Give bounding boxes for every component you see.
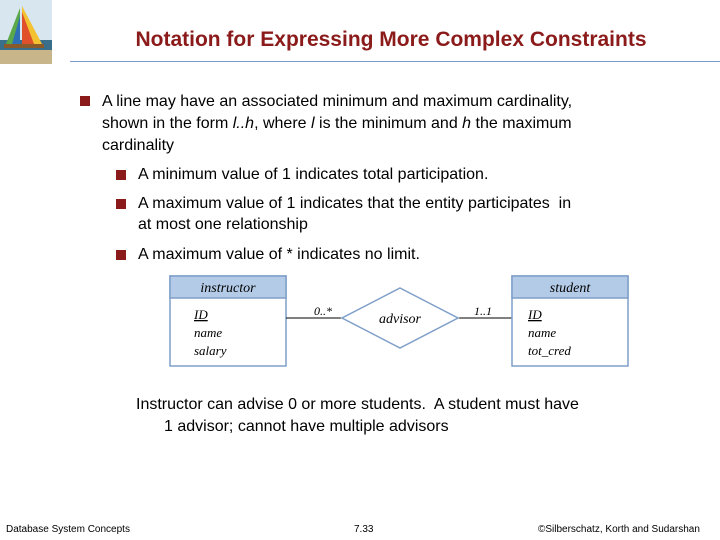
footer-center: 7.33 bbox=[354, 524, 374, 535]
footer-right: ©Silberschatz, Korth and Sudarshan bbox=[538, 524, 700, 535]
bullet-1-line-1: A line may have an associated minimum and maximum cardinality, bbox=[102, 93, 573, 110]
student-attr-id: ID bbox=[528, 307, 542, 322]
sub-bullet-marker bbox=[116, 250, 126, 260]
caption-line-1: Instructor can advise 0 or more students. A student must have bbox=[136, 396, 579, 413]
bullet-1-text-d: the maximum bbox=[471, 115, 572, 132]
bullet-marker bbox=[80, 96, 90, 106]
sub-bullet-3: A maximum value of * indicates no limit. bbox=[138, 246, 420, 263]
left-cardinality: 0..* bbox=[314, 304, 332, 318]
sub-bullet-marker bbox=[116, 199, 126, 209]
sub-bullet-2-line-2: at most one relationship bbox=[138, 216, 308, 233]
bullet-1-text-b: , where bbox=[254, 115, 311, 132]
title-divider bbox=[70, 61, 720, 62]
sub-bullet-1: A minimum value of 1 indicates total participation. bbox=[138, 166, 489, 183]
bullet-1-text-lh: l..h bbox=[232, 115, 255, 132]
instructor-attr-name: name bbox=[194, 325, 223, 340]
sub-bullet-marker bbox=[116, 170, 126, 180]
bullet-1-text-a: shown in the form bbox=[102, 115, 233, 132]
caption-line-2: 1 advisor; cannot have multiple advisors bbox=[164, 418, 449, 435]
student-attr-name: name bbox=[528, 325, 557, 340]
instructor-entity bbox=[170, 276, 286, 366]
sub-bullet-2-line-1: A maximum value of 1 indicates that the entity participates in bbox=[138, 195, 572, 212]
instructor-entity-name: instructor bbox=[200, 281, 256, 296]
bullet-1-text-l: l bbox=[311, 115, 315, 132]
bullet-1-text-c: is the minimum and bbox=[314, 115, 463, 132]
advisor-relationship bbox=[342, 288, 458, 348]
logo-image bbox=[0, 0, 52, 64]
student-entity bbox=[512, 276, 628, 366]
advisor-relationship-name: advisor bbox=[379, 312, 421, 327]
student-entity-name: student bbox=[549, 281, 591, 296]
slide-title: Notation for Expressing More Complex Constraints bbox=[135, 28, 647, 51]
footer-left: Database System Concepts bbox=[6, 524, 130, 535]
student-attr-tot-cred: tot_cred bbox=[528, 343, 571, 358]
instructor-attr-salary: salary bbox=[194, 343, 227, 358]
bullet-1-line-3: cardinality bbox=[102, 137, 175, 154]
instructor-attr-id: ID bbox=[194, 307, 208, 322]
right-cardinality: 1..1 bbox=[474, 304, 492, 318]
bullet-1-text-h: h bbox=[462, 115, 472, 132]
bullet-1-line-2 bbox=[102, 113, 572, 135]
er-diagram bbox=[168, 274, 632, 375]
